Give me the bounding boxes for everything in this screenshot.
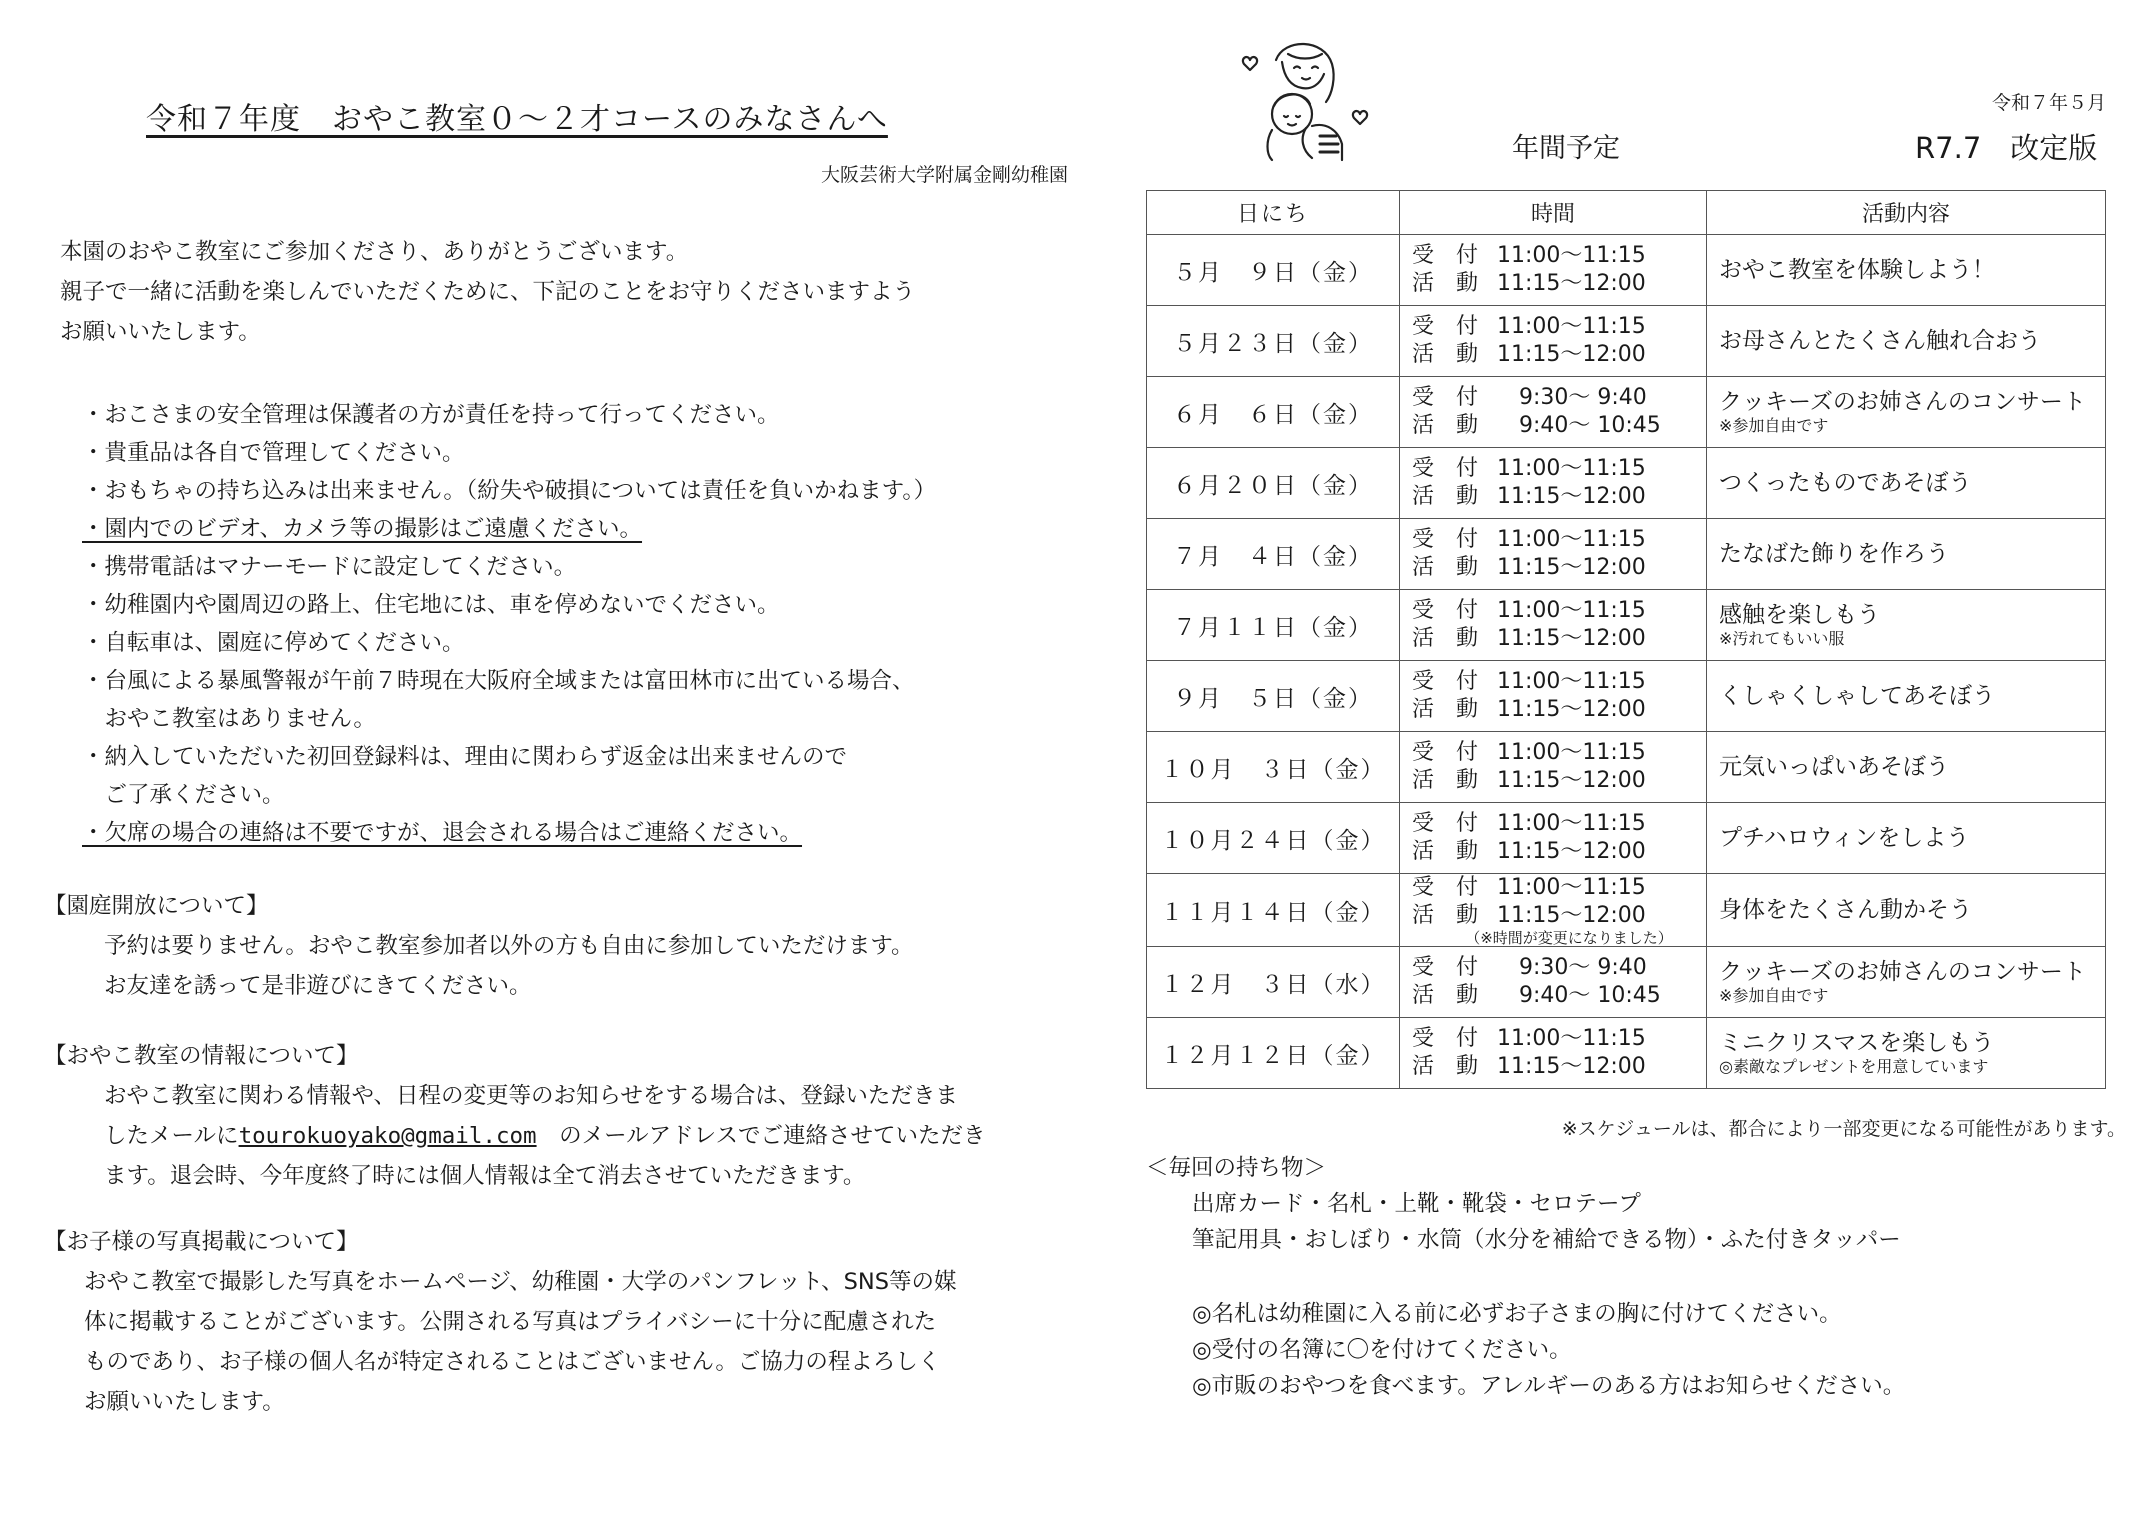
activity-name: 身体をたくさん動かそう	[1719, 897, 1972, 923]
time-cell	[1400, 519, 1707, 590]
time-label: 受 付	[1412, 1026, 1479, 1051]
activity-cell	[1707, 803, 2106, 874]
table-row	[1147, 590, 2106, 661]
date-cell: １０月２４日（金）	[1147, 803, 1400, 874]
activity-cell	[1707, 947, 2106, 1018]
activity-time: 11:15～12:00	[1497, 768, 1646, 793]
section-heading: 【おやこ教室の情報について】	[44, 1043, 359, 1069]
schedule-footnote: ※スケジュールは、都合により一部変更になる可能性があります。	[1561, 1118, 2126, 1140]
date-cell: １１月１４日（金）	[1147, 874, 1400, 947]
activity-cell	[1707, 448, 2106, 519]
activity-cell	[1707, 1018, 2106, 1089]
time-label: 受 付	[1412, 243, 1479, 268]
intro-text	[60, 232, 915, 352]
time-label: 活 動	[1412, 342, 1479, 367]
time-cell	[1400, 874, 1707, 947]
date-cell: １２月１２日（金）	[1147, 1018, 1400, 1089]
activity-time: 9:40～ 10:45	[1497, 983, 1661, 1008]
activity-time: 11:15～12:00	[1497, 484, 1646, 509]
schedule-title: 年間予定	[1512, 133, 1620, 164]
section-heading: 【園庭開放について】	[44, 893, 269, 919]
activity-note: ◎素敵なプレゼントを用意しています	[1719, 1057, 1989, 1076]
reception-time: 11:00～11:15	[1497, 811, 1646, 836]
time-cell	[1400, 947, 1707, 1018]
intro-line: お願いいたします。	[60, 319, 261, 345]
time-label: 受 付	[1412, 385, 1479, 410]
activity-cell	[1707, 519, 2106, 590]
rule-item: ・おこさまの安全管理は保護者の方が責任を持って行ってください。	[82, 402, 780, 428]
table-row	[1147, 235, 2106, 306]
reception-time: 11:00～11:15	[1497, 1026, 1646, 1051]
activity-time: 11:15～12:00	[1497, 342, 1646, 367]
belongings-item: 筆記用具・おしぼり・水筒（水分を補給できる物）・ふた付きタッパー	[1192, 1227, 1901, 1253]
rule-item: ・おもちゃの持ち込みは出来ません。（紛失や破損については責任を負いかねます。）	[82, 478, 937, 504]
date-cell: ７月 ４日（金）	[1147, 519, 1400, 590]
schedule-table	[1146, 190, 2106, 1089]
rule-item: ・携帯電話はマナーモードに設定してください。	[82, 554, 577, 580]
date-cell: １０月 ３日（金）	[1147, 732, 1400, 803]
activity-time: 11:15～12:00	[1497, 839, 1646, 864]
parent-child-illustration	[1236, 32, 1376, 162]
activity-cell	[1707, 235, 2106, 306]
email-link[interactable]: tourokuoyako@gmail.com	[238, 1123, 537, 1149]
time-label: 活 動	[1412, 839, 1479, 864]
date-cell: ６月 ６日（金）	[1147, 377, 1400, 448]
garden-section	[44, 886, 914, 1006]
table-row	[1147, 1018, 2106, 1089]
garden-line: 予約は要りません。おやこ教室参加者以外の方も自由に参加していただけます。	[104, 933, 914, 959]
date-cell: ６月２０日（金）	[1147, 448, 1400, 519]
reception-time: 11:00～11:15	[1497, 243, 1646, 268]
section-heading: 【お子様の写真掲載について】	[44, 1229, 359, 1255]
time-label: 受 付	[1412, 740, 1479, 765]
reception-time: 11:00～11:15	[1497, 669, 1646, 694]
time-cell	[1400, 306, 1707, 377]
activity-note: ※汚れてもいい服	[1719, 629, 1845, 648]
time-cell	[1400, 732, 1707, 803]
belongings-item: 出席カード・名札・上靴・靴袋・セロテープ	[1192, 1191, 1641, 1217]
belongings-heading: ＜毎回の持ち物＞	[1146, 1155, 1327, 1181]
rule-item: ・幼稚園内や園周辺の路上、住宅地には、車を停めないでください。	[82, 592, 780, 618]
table-row	[1147, 947, 2106, 1018]
activity-time: 9:40～ 10:45	[1497, 413, 1661, 438]
table-row	[1147, 803, 2106, 874]
activity-cell	[1707, 732, 2106, 803]
time-cell	[1400, 235, 1707, 306]
activity-name: クッキーズのお姉さんのコンサート	[1719, 959, 2086, 985]
photo-line: おやこ教室で撮影した写真をホームページ、幼稚園・大学のパンフレット、SNS等の媒	[84, 1269, 957, 1295]
reception-time: 11:00～11:15	[1497, 875, 1646, 900]
table-row	[1147, 874, 2106, 947]
rule-item: おやこ教室はありません。	[82, 706, 376, 732]
activity-cell	[1707, 661, 2106, 732]
column-header: 時間	[1400, 191, 1707, 235]
info-line	[44, 1116, 985, 1156]
time-cell	[1400, 803, 1707, 874]
date-cell: ７月１１日（金）	[1147, 590, 1400, 661]
document-date: 令和７年５月	[1992, 92, 2107, 114]
time-label: 受 付	[1412, 314, 1479, 339]
reception-time: 11:00～11:15	[1497, 598, 1646, 623]
time-label: 受 付	[1412, 669, 1479, 694]
activity-cell	[1707, 590, 2106, 661]
activity-name: 感触を楽しもう	[1719, 602, 1880, 628]
table-row	[1147, 306, 2106, 377]
activity-time: 11:15～12:00	[1497, 1054, 1646, 1079]
time-label: 活 動	[1412, 484, 1479, 509]
date-cell: ５月２３日（金）	[1147, 306, 1400, 377]
activity-name: お母さんとたくさん触れ合おう	[1719, 328, 2041, 354]
time-label: 活 動	[1412, 903, 1479, 928]
time-label: 受 付	[1412, 875, 1479, 900]
time-label: 受 付	[1412, 811, 1479, 836]
rule-item: ・台風による暴風警報が午前７時現在大阪府全域または富田林市に出ている場合、	[82, 668, 915, 694]
reception-time: 9:30～ 9:40	[1497, 955, 1647, 980]
table-row	[1147, 732, 2106, 803]
note-item: ◎受付の名簿に〇を付けてください。	[1192, 1337, 1572, 1363]
note-item: ◎名札は幼稚園に入る前に必ずお子さまの胸に付けてください。	[1192, 1301, 1842, 1327]
activity-time: 11:15～12:00	[1497, 697, 1646, 722]
photo-section	[44, 1222, 957, 1422]
reception-time: 9:30～ 9:40	[1497, 385, 1647, 410]
time-label: 活 動	[1412, 697, 1479, 722]
table-header-row	[1147, 191, 2106, 235]
table-row	[1147, 448, 2106, 519]
activity-cell	[1707, 306, 2106, 377]
page-title: 令和７年度 おやこ教室０～２才コースのみなさんへ	[146, 102, 888, 137]
info-text: のメールアドレスでご連絡させていただき	[536, 1123, 986, 1149]
schedule-body	[1147, 235, 2106, 1089]
time-label: 受 付	[1412, 955, 1479, 980]
revision-label: R7.7 改定版	[1915, 131, 2098, 165]
activity-name: 元気いっぱいあそぼう	[1719, 754, 1949, 780]
activity-cell	[1707, 874, 2106, 947]
organization-name: 大阪芸術大学附属金剛幼稚園	[820, 164, 1068, 186]
activity-note: ※参加自由です	[1719, 416, 1829, 435]
activity-name: たなばた飾りを作ろう	[1719, 541, 1949, 567]
garden-line: お友達を誘って是非遊びにきてください。	[104, 973, 532, 999]
reception-time: 11:00～11:15	[1497, 456, 1646, 481]
time-cell	[1400, 448, 1707, 519]
activity-time: 11:15～12:00	[1497, 626, 1646, 651]
table-row	[1147, 519, 2106, 590]
notes-list	[1192, 1296, 1905, 1404]
activity-time: 11:15～12:00	[1497, 555, 1646, 580]
reception-time: 11:00～11:15	[1497, 527, 1646, 552]
rule-item: ご了承ください。	[82, 782, 285, 808]
time-label: 活 動	[1412, 413, 1479, 438]
time-cell	[1400, 1018, 1707, 1089]
time-label: 活 動	[1412, 1054, 1479, 1079]
intro-line: 親子で一緒に活動を楽しんでいただくために、下記のことをお守りくださいますよう	[60, 279, 916, 305]
rule-item: ・欠席の場合の連絡は不要ですが、退会される場合はご連絡ください。	[82, 820, 803, 846]
time-label: 活 動	[1412, 555, 1479, 580]
photo-line: ものであり、お子様の個人名が特定されることはございません。ご協力の程よろしく	[84, 1349, 941, 1375]
rule-item: ・園内でのビデオ、カメラ等の撮影はご遠慮ください。	[82, 516, 643, 542]
info-line: おやこ教室に関わる情報や、日程の変更等のお知らせをする場合は、登録いただきま	[104, 1083, 958, 1109]
activity-name: おやこ教室を体験しよう！	[1719, 257, 1995, 283]
rule-item: ・自転車は、園庭に停めてください。	[82, 630, 465, 656]
time-label: 受 付	[1412, 527, 1479, 552]
belongings-list	[1192, 1186, 1901, 1258]
activity-name: ミニクリスマスを楽しもう	[1719, 1030, 1995, 1056]
activity-time: 11:15～12:00	[1497, 271, 1646, 296]
rules-list	[82, 396, 936, 852]
photo-line: お願いいたします。	[84, 1389, 285, 1415]
rule-item: ・貴重品は各自で管理してください。	[82, 440, 465, 466]
date-cell: ９月 ５日（金）	[1147, 661, 1400, 732]
info-line: ます。退会時、今年度終了時には個人情報は全て消去させていただきます。	[104, 1163, 866, 1189]
photo-line: 体に掲載することがございます。公開される写真はプライバシーに十分に配慮された	[84, 1309, 937, 1335]
table-row	[1147, 661, 2106, 732]
column-header: 日にち	[1147, 191, 1400, 235]
activity-cell	[1707, 377, 2106, 448]
table-row	[1147, 377, 2106, 448]
time-cell	[1400, 377, 1707, 448]
time-label: 活 動	[1412, 626, 1479, 651]
activity-name: くしゃくしゃしてあそぼう	[1719, 683, 1995, 709]
info-section	[44, 1036, 985, 1196]
activity-name: クッキーズのお姉さんのコンサート	[1719, 389, 2086, 415]
activity-name: プチハロウィンをしよう	[1719, 825, 1970, 851]
activity-note: ※参加自由です	[1719, 986, 1829, 1005]
time-cell	[1400, 661, 1707, 732]
date-cell: ５月 ９日（金）	[1147, 235, 1400, 306]
intro-line: 本園のおやこ教室にご参加くださり、ありがとうございます。	[60, 239, 689, 265]
info-text: したメールに	[104, 1123, 239, 1149]
rule-item: ・納入していただいた初回登録料は、理由に関わらず返金は出来ませんので	[82, 744, 848, 770]
time-label: 活 動	[1412, 768, 1479, 793]
note-item: ◎市販のおやつを食べます。アレルギーのある方はお知らせください。	[1192, 1373, 1906, 1399]
time-change-note: （※時間が変更になりました）	[1465, 929, 1673, 947]
time-label: 活 動	[1412, 271, 1479, 296]
column-header: 活動内容	[1707, 191, 2106, 235]
time-label: 活 動	[1412, 983, 1479, 1008]
reception-time: 11:00～11:15	[1497, 740, 1646, 765]
time-label: 受 付	[1412, 456, 1479, 481]
time-label: 受 付	[1412, 598, 1479, 623]
date-cell: １２月 ３日（水）	[1147, 947, 1400, 1018]
time-cell	[1400, 590, 1707, 661]
activity-name: つくったものであそぼう	[1719, 470, 1972, 496]
activity-time: 11:15～12:00	[1497, 903, 1646, 928]
reception-time: 11:00～11:15	[1497, 314, 1646, 339]
